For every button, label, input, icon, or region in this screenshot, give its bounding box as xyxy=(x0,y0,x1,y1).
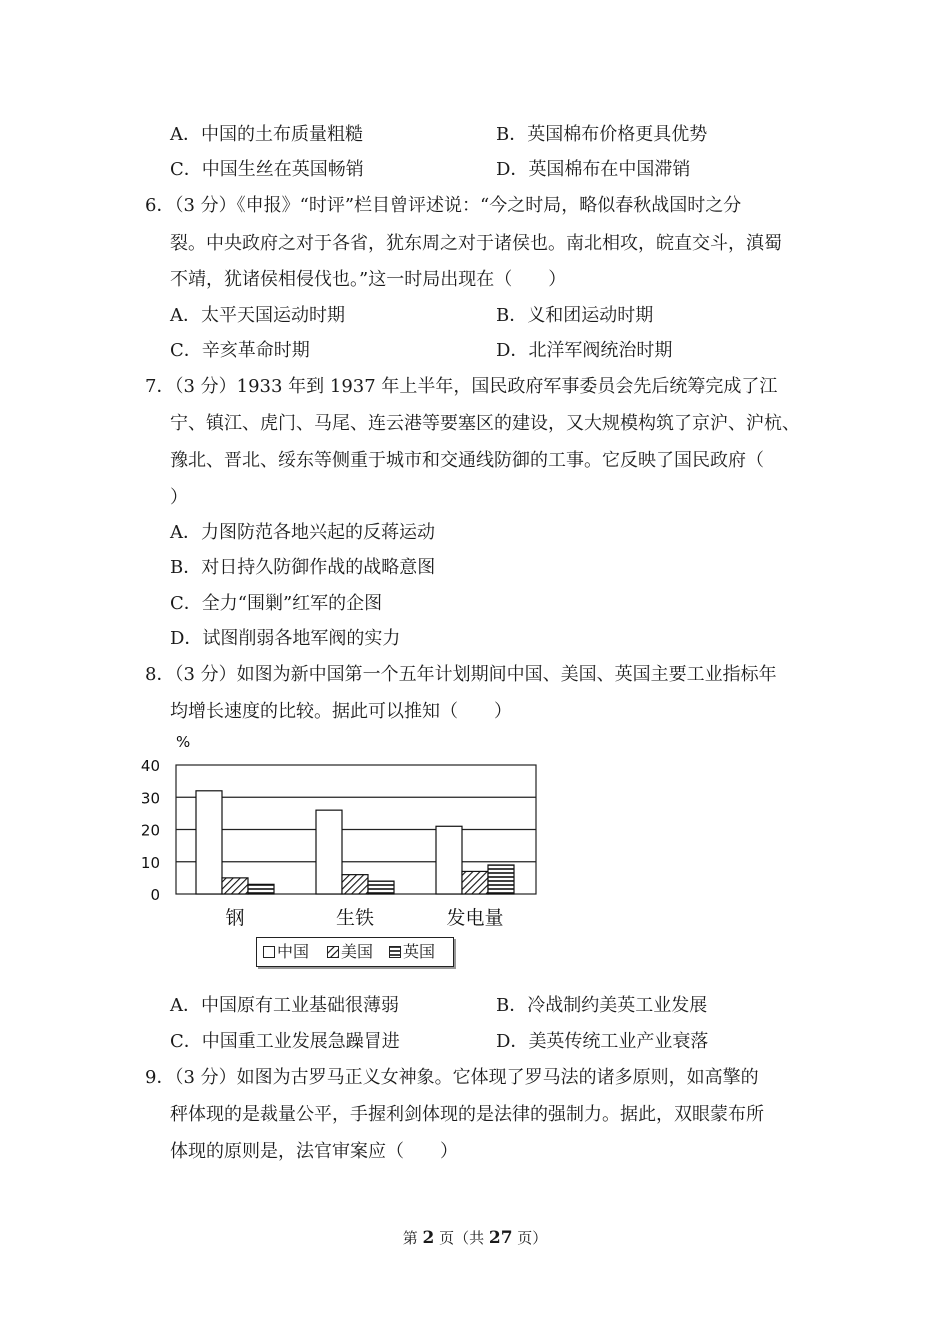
q7-stem-line-1: 7．（3 分）1933 年到 1937 年上半年，国民政府军事委员会先后统筹完成了江 xyxy=(145,376,778,397)
diagonal-swatch-icon xyxy=(327,946,339,958)
y-tick-label: 10 xyxy=(140,853,160,872)
page-number: 2 xyxy=(422,1228,435,1248)
horizontal-swatch-icon xyxy=(389,946,401,958)
bar-美国-发电量 xyxy=(462,871,488,894)
bar-中国-发电量 xyxy=(436,826,462,894)
q7-stem-line-4: ） xyxy=(170,487,188,508)
bar-美国-钢 xyxy=(222,878,248,894)
bar-美国-生铁 xyxy=(342,875,368,894)
q6-stem-line-3: 不靖，犹诸侯相侵伐也。”这一时局出现在（ ） xyxy=(170,269,567,290)
y-tick-label: 40 xyxy=(140,757,160,775)
q7-option-b: B．对日持久防御作战的战略意图 xyxy=(170,557,436,578)
q5-option-a: A．中国的土布质量粗糙 xyxy=(170,124,363,145)
bar-英国-发电量 xyxy=(488,865,514,894)
q9-stem-line-1: 9．（3 分）如图为古罗马正义女神象。它体现了罗马法的诸多原则，如高擎的 xyxy=(145,1067,759,1088)
q9-stem-line-2: 秤体现的是裁量公平，手握利剑体现的是法律的强制力。据此，双眼蒙布所 xyxy=(170,1104,764,1125)
y-tick-label: 0 xyxy=(150,886,160,904)
q6-stem-line-1: 6．（3 分）《申报》“时评”栏目曾评述说：“今之时局，略似春秋战国时之分 xyxy=(145,195,742,216)
q7-option-c: C．全力“围剿”红军的企图 xyxy=(170,593,383,614)
page-footer: 第 2 页（共 27 页） xyxy=(402,1228,548,1248)
q8-option-a: A．中国原有工业基础很薄弱 xyxy=(170,995,399,1016)
q8-option-c: C．中国重工业发展急躁冒进 xyxy=(170,1031,400,1052)
industrial-growth-bar-chart xyxy=(138,732,558,932)
legend-item-uk: 英国 xyxy=(389,942,435,962)
q7-option-d: D．试图削弱各地军阀的实力 xyxy=(170,628,401,649)
blank-swatch-icon xyxy=(263,946,275,958)
bar-中国-钢 xyxy=(196,791,222,894)
legend-item-china: 中国 xyxy=(263,942,309,962)
q7-stem-line-2: 宁、镇江、虎门、马尾、连云港等要塞区的建设，又大规模构筑了京沪、沪杭、 xyxy=(170,413,800,434)
legend-item-usa: 美国 xyxy=(327,942,373,962)
q6-option-a: A．太平天国运动时期 xyxy=(170,305,345,326)
category-label: 生铁 xyxy=(335,907,375,929)
q5-option-d: D．英国棉布在中国滞销 xyxy=(496,159,691,180)
bar-英国-钢 xyxy=(248,884,274,894)
q5-option-c: C．中国生丝在英国畅销 xyxy=(170,159,364,180)
q5-option-b: B．英国棉布价格更具优势 xyxy=(496,124,708,145)
y-tick-label: 20 xyxy=(140,821,160,840)
bar-中国-生铁 xyxy=(316,810,342,894)
q6-option-b: B．义和团运动时期 xyxy=(496,305,654,326)
category-label: 发电量 xyxy=(446,907,504,929)
q8-option-b: B．冷战制约美英工业发展 xyxy=(496,995,708,1016)
y-tick-label: 30 xyxy=(140,789,160,808)
q8-stem-line-1: 8．（3 分）如图为新中国第一个五年计划期间中国、美国、英国主要工业指标年 xyxy=(145,664,777,685)
q7-option-a: A．力图防范各地兴起的反蒋运动 xyxy=(170,522,435,543)
q7-stem-line-3: 豫北、晋北、绥东等侧重于城市和交通线防御的工事。它反映了国民政府（ xyxy=(170,450,764,471)
bar-英国-生铁 xyxy=(368,881,394,894)
page-total: 27 xyxy=(488,1228,513,1248)
q8-option-d: D．美英传统工业产业衰落 xyxy=(496,1031,709,1052)
q6-option-d: D．北洋军阀统治时期 xyxy=(496,340,673,361)
chart-ylabel: % xyxy=(176,733,191,751)
chart-legend xyxy=(256,937,454,967)
q8-stem-line-2: 均增长速度的比较。据此可以推知（ ） xyxy=(170,701,512,722)
q6-stem-line-2: 裂。中央政府之对于各省，犹东周之对于诸侯也。南北相攻，皖直交斗，滇蜀 xyxy=(170,233,782,254)
q6-option-c: C．辛亥革命时期 xyxy=(170,340,310,361)
q9-stem-line-3: 体现的原则是，法官审案应（ ） xyxy=(170,1141,458,1162)
category-label: 钢 xyxy=(225,907,245,929)
